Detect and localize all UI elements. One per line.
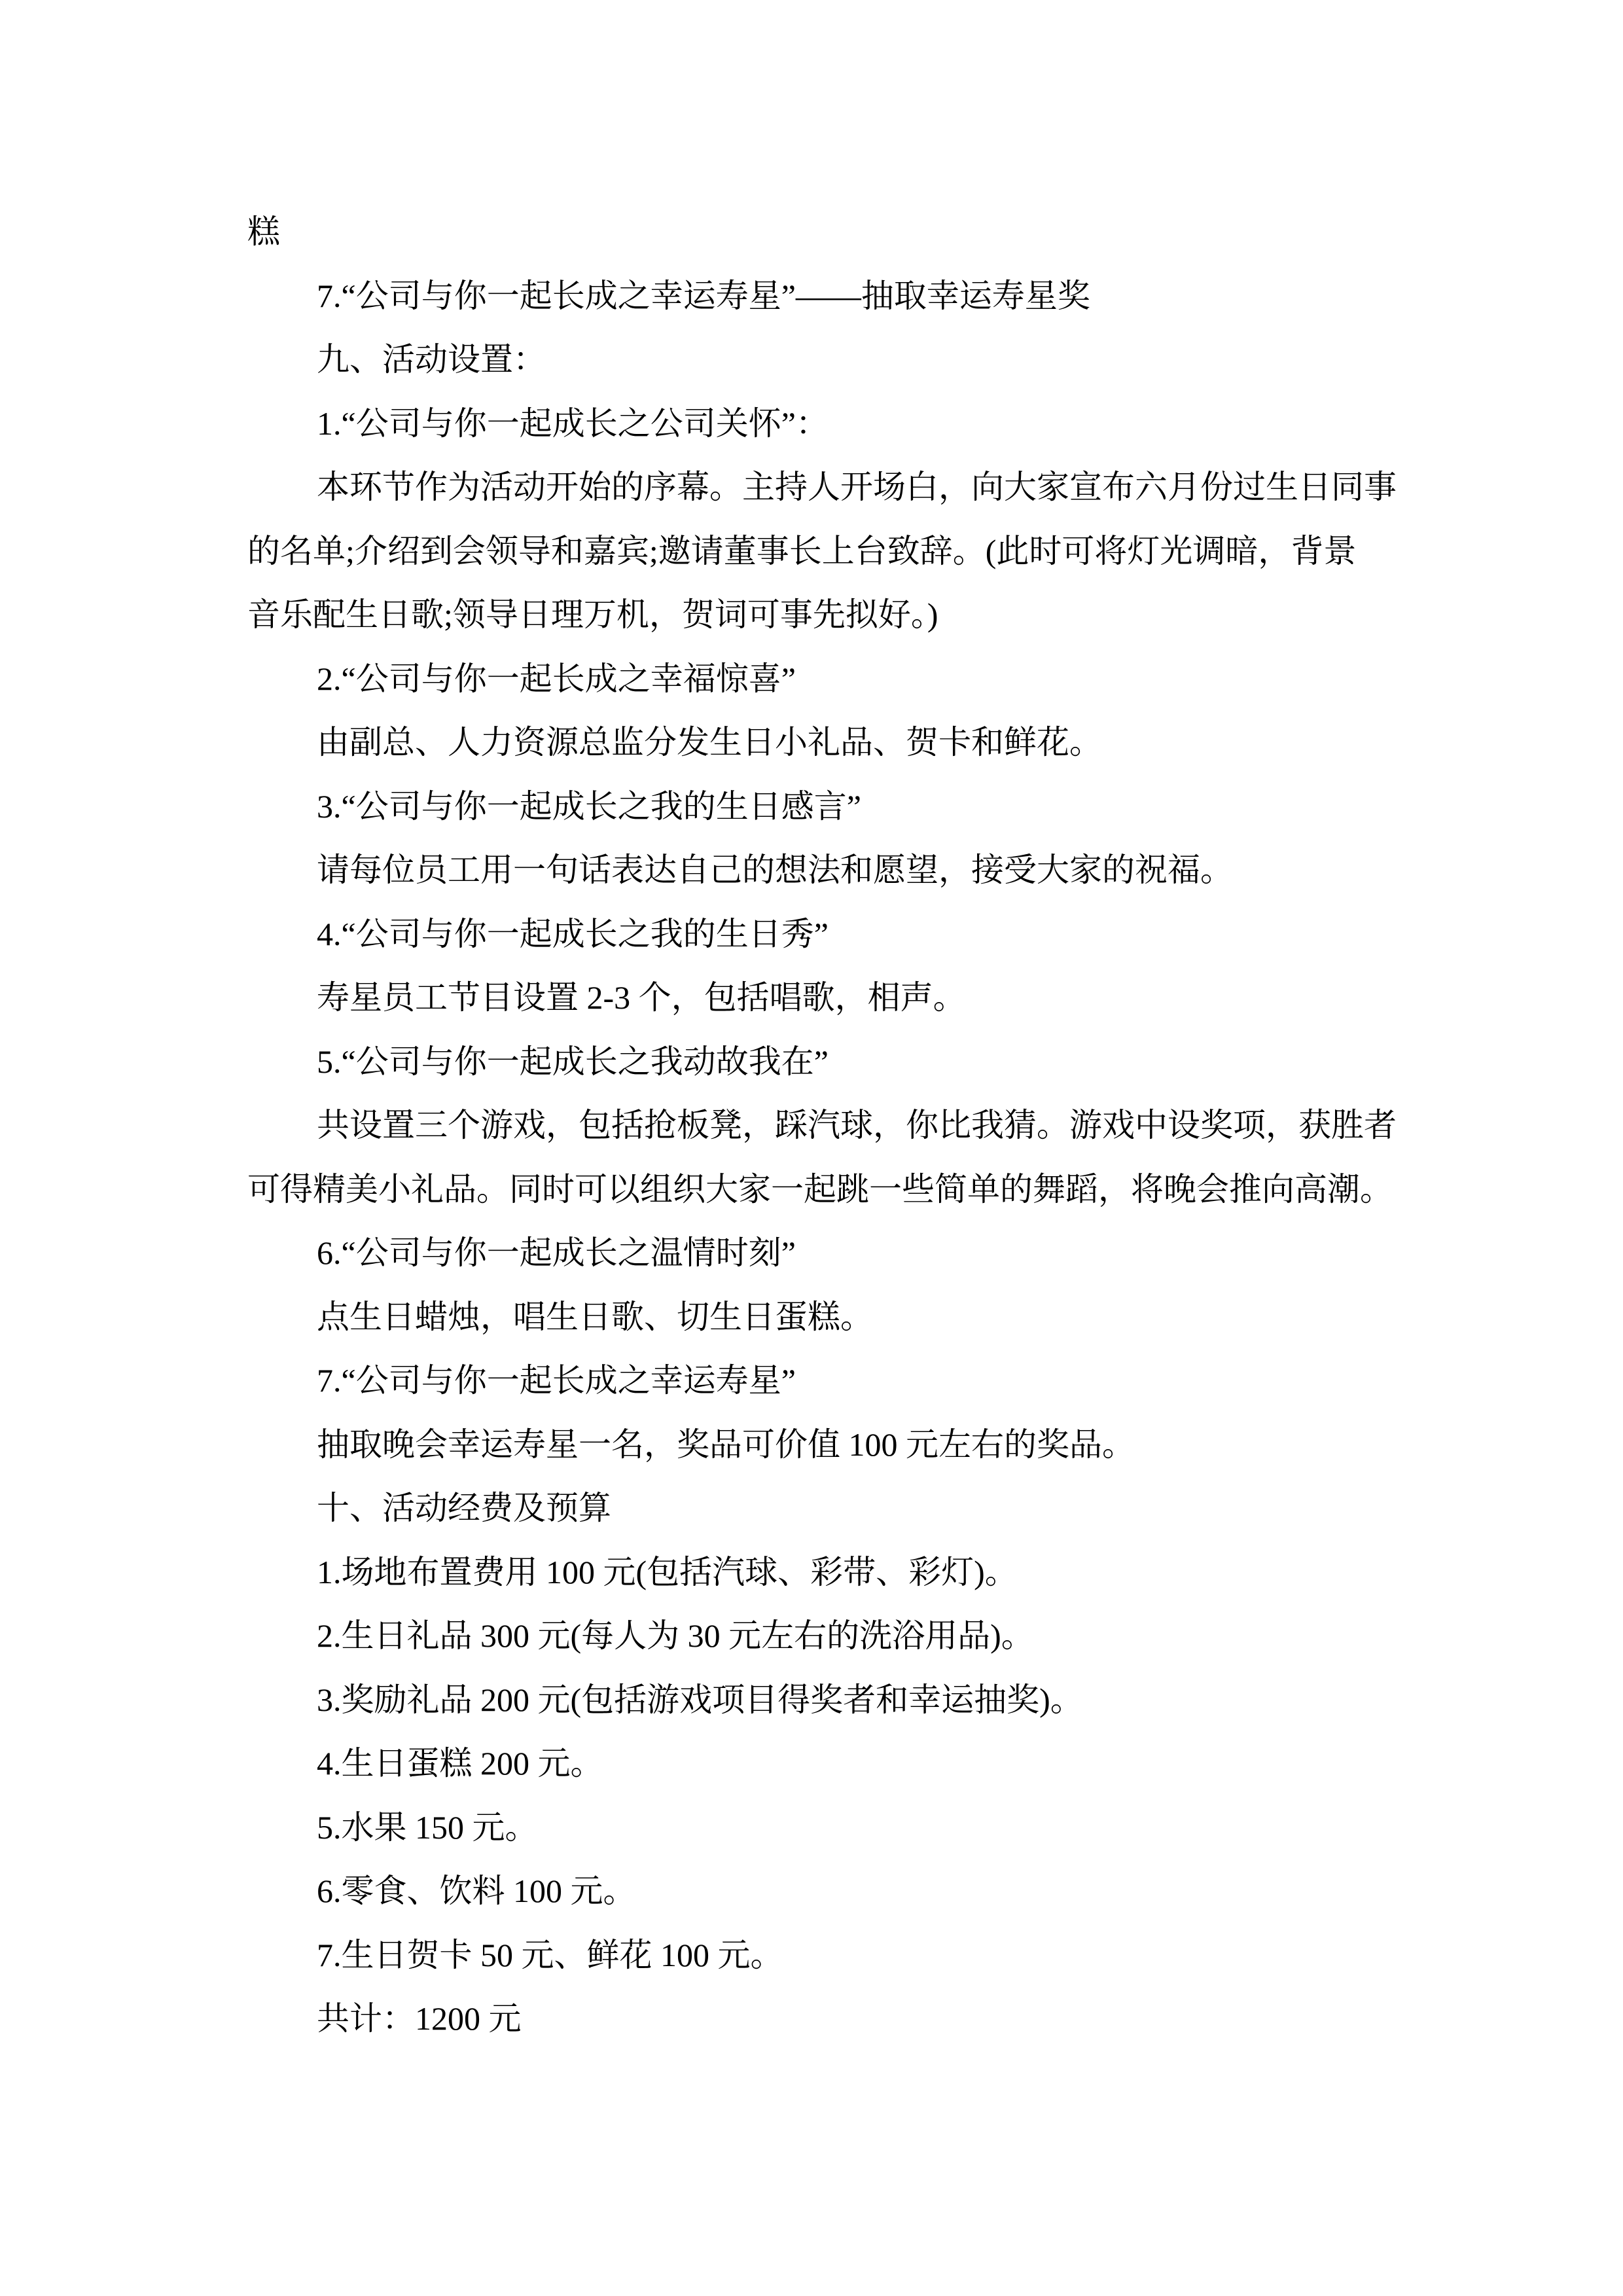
text-line: 可得精美小礼品。同时可以组织大家一起跳一些简单的舞蹈，将晚会推向高潮。 xyxy=(247,1170,1393,1208)
text-line: 4.“公司与你一起成长之我的生日秀” xyxy=(317,915,829,952)
text-line: 十、活动经费及预算 xyxy=(317,1490,611,1526)
text-line: 音乐配生日歌;领导日理万机，贺词可事先拟好。) xyxy=(247,596,938,633)
text-line: 6.“公司与你一起成长之温情时刻” xyxy=(317,1234,796,1271)
text-line: 点生日蜡烛，唱生日歌、切生日蛋糕。 xyxy=(317,1298,873,1335)
text-line: 的名单;介绍到会领导和嘉宾;邀请董事长上台致辞。(此时可将灯光调暗，背景 xyxy=(247,532,1357,569)
text-line: 共计：1200 元 xyxy=(317,2000,522,2037)
text-line: 1.场地布置费用 100 元(包括汽球、彩带、彩灯)。 xyxy=(317,1553,1018,1590)
text-line: 6.零食、饮料 100 元。 xyxy=(317,1873,636,1909)
text-line: 4.生日蛋糕 200 元。 xyxy=(317,1745,603,1782)
text-line: 寿星员工节目设置 2-3 个，包括唱歌，相声。 xyxy=(317,979,966,1016)
text-line: 5.“公司与你一起成长之我动故我在” xyxy=(317,1043,829,1080)
text-line: 抽取晚会幸运寿星一名，奖品可价值 100 元左右的奖品。 xyxy=(317,1426,1135,1463)
text-line: 1.“公司与你一起成长之公司关怀”： xyxy=(317,404,829,442)
text-line: 7.“公司与你一起长成之幸运寿星”——抽取幸运寿星奖 xyxy=(317,277,1090,314)
text-line: 3.“公司与你一起成长之我的生日感言” xyxy=(317,787,861,825)
text-line: 共设置三个游戏，包括抢板凳，踩汽球，你比我猜。游戏中设奖项，获胜者 xyxy=(317,1107,1397,1143)
text-line: 2.生日礼品 300 元(每人为 30 元左右的洗浴用品)。 xyxy=(317,1617,1034,1654)
text-line: 5.水果 150 元。 xyxy=(317,1808,538,1846)
document-text-block xyxy=(247,200,1397,2051)
text-line: 7.生日贺卡 50 元、鲜花 100 元。 xyxy=(317,1936,783,1973)
text-line: 7.“公司与你一起长成之幸运寿星” xyxy=(317,1362,796,1399)
text-line: 九、活动设置： xyxy=(317,341,546,378)
text-line: 本环节作为活动开始的序幕。主持人开场白，向大家宣布六月份过生日同事 xyxy=(317,469,1397,505)
text-line: 2.“公司与你一起长成之幸福惊喜” xyxy=(317,660,796,697)
text-line: 由副总、人力资源总监分发生日小礼品、贺卡和鲜花。 xyxy=(317,724,1102,761)
text-line: 请每位员工用一句话表达自己的想法和愿望，接受大家的祝福。 xyxy=(317,852,1233,888)
text-line: 3.奖励礼品 200 元(包括游戏项目得奖者和幸运抽奖)。 xyxy=(317,1681,1083,1718)
text-line: 糕 xyxy=(247,213,280,250)
